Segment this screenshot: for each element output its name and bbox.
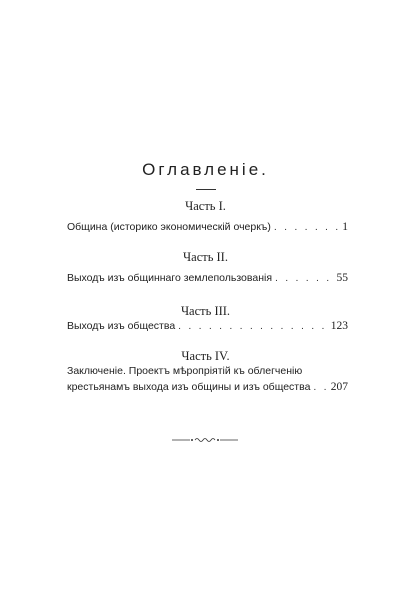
toc-entry-text: Община (историко экономическій очеркъ): [67, 221, 271, 233]
dot-leader: [274, 221, 339, 233]
toc-entry-text: Заключеніе. Проектъ мѣропріятій къ облегченію: [67, 365, 303, 377]
part-heading-4: Часть IV.: [181, 349, 230, 363]
toc-entry-4: [67, 365, 348, 393]
toc-entry-1: [67, 221, 348, 233]
title-rule: [196, 189, 216, 190]
part-heading-3: Часть III.: [180, 304, 231, 318]
toc-entry-text: Выходъ изъ общества: [67, 320, 176, 332]
page-title: Оглавленіе.: [142, 160, 269, 179]
part-heading-2: Часть II.: [183, 250, 228, 264]
part-heading-1: Часть I.: [185, 199, 226, 213]
toc-page-number: 55: [336, 272, 348, 284]
dot-leader: [178, 320, 328, 332]
toc-page-number: 123: [330, 320, 348, 332]
ornamental-divider: [170, 436, 240, 444]
toc-entry-text: Выходъ изъ общиннаго землепользованія: [67, 272, 273, 284]
dot-leader: [275, 272, 333, 284]
toc-entry-text: крестьянамъ выхода изъ общины и изъ общества: [67, 381, 311, 393]
toc-page-number: 207: [330, 381, 348, 393]
toc-entry-2: [67, 272, 348, 284]
toc-page-number: 1: [342, 221, 348, 233]
dot-leader: [313, 381, 327, 393]
toc-entry-3: [67, 320, 348, 332]
